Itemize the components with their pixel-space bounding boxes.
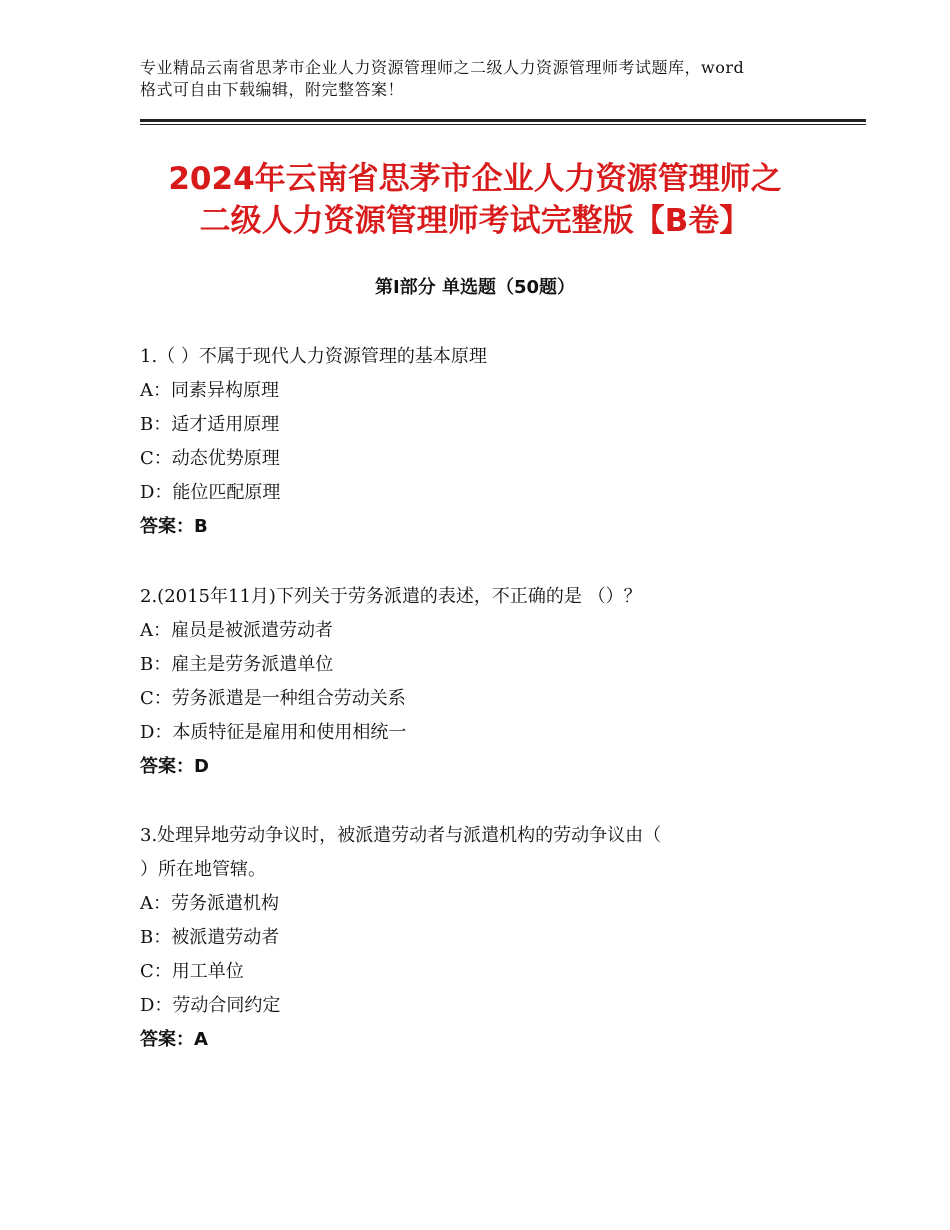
question-stem: 1.（ ）不属于现代人力资源管理的基本原理 xyxy=(140,346,487,367)
option-a: A：同素异构原理 xyxy=(140,380,279,401)
question-stem-line-2: ）所在地管辖。 xyxy=(140,859,266,880)
question-stem: 2.(2015年11月)下列关于劳务派遣的表述，不正确的是 （）？ xyxy=(140,586,642,607)
option-d: D：本质特征是雇用和使用相统一 xyxy=(140,722,407,743)
option-a: A：雇员是被派遣劳动者 xyxy=(140,620,333,641)
header-divider xyxy=(140,119,866,125)
option-d: D：劳动合同约定 xyxy=(140,995,281,1016)
document-title xyxy=(100,158,850,242)
answer-label: 答案：D xyxy=(140,756,209,777)
header-note xyxy=(140,57,820,101)
answer-label: 答案：B xyxy=(140,516,208,537)
option-b: B：雇主是劳务派遣单位 xyxy=(140,654,334,675)
document-title-line-1: 2024年云南省思茅市企业人力资源管理师之 xyxy=(168,161,782,197)
option-b: B：被派遣劳动者 xyxy=(140,927,280,948)
header-divider-thin xyxy=(140,124,866,125)
answer-label: 答案：A xyxy=(140,1029,208,1050)
document-title-line-2: 二级人力资源管理师考试完整版【B卷】 xyxy=(199,203,751,239)
option-a: A：劳务派遣机构 xyxy=(140,893,279,914)
option-b: B：适才适用原理 xyxy=(140,414,280,435)
option-c: C：动态优势原理 xyxy=(140,448,280,469)
section-heading: 第Ⅰ部分 单选题（50题） xyxy=(374,277,575,298)
question-stem-line-1: 3.处理异地劳动争议时，被派遣劳动者与派遣机构的劳动争议由（ xyxy=(140,825,662,846)
question-3 xyxy=(140,819,840,1057)
option-d: D：能位匹配原理 xyxy=(140,482,281,503)
question-1 xyxy=(140,340,840,544)
header-note-line-2: 格式可自由下载编辑，附完整答案！ xyxy=(140,80,405,99)
header-divider-thick xyxy=(140,119,866,122)
option-c: C：劳务派遣是一种组合劳动关系 xyxy=(140,688,406,709)
question-2 xyxy=(140,580,840,784)
header-note-line-1: 专业精品云南省思茅市企业人力资源管理师之二级人力资源管理师考试题库，word xyxy=(140,58,745,77)
option-c: C：用工单位 xyxy=(140,961,244,982)
